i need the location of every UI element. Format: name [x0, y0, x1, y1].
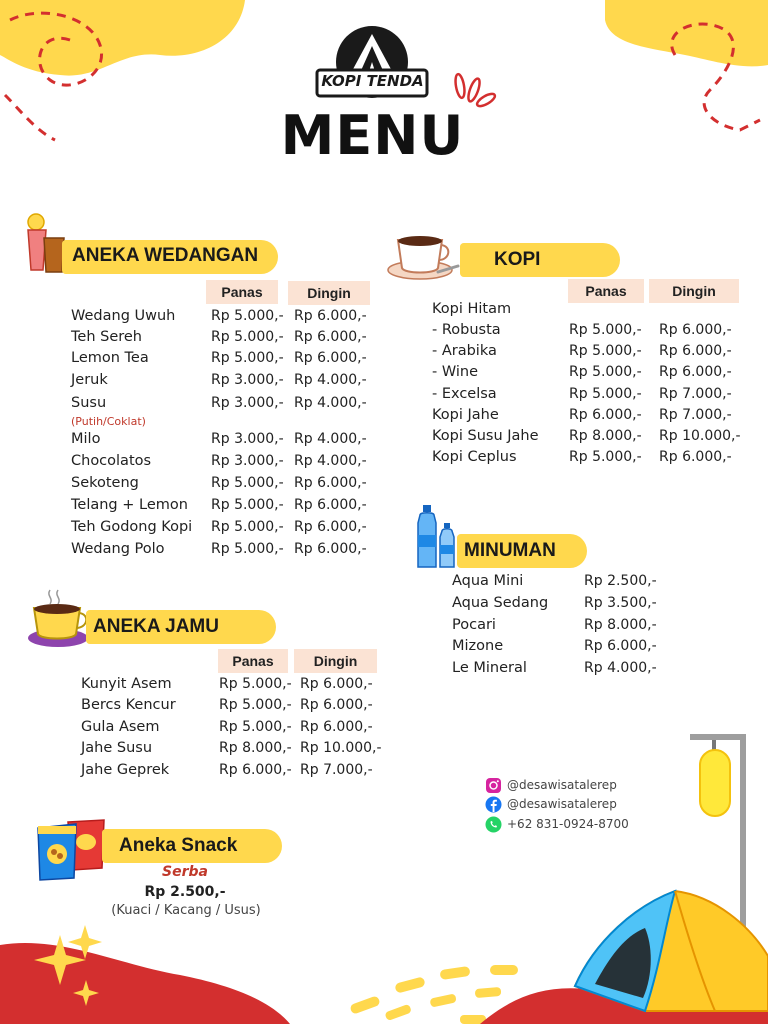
brand-name: KOPI TENDA: [321, 72, 424, 90]
minuman-item-name: Aqua Sedang: [452, 595, 549, 611]
whatsapp-number: +62 831-0924-8700: [507, 817, 629, 831]
wedangan-item-dingin: Rp 6.000,-: [294, 350, 367, 366]
kopi-item-dingin: Rp 6.000,-: [659, 364, 732, 380]
wedangan-item-dingin: Rp 4.000,-: [294, 431, 367, 447]
kopi-item-dingin: Rp 6.000,-: [659, 343, 732, 359]
kopi-title: KOPI: [494, 249, 541, 270]
kopi-item-dingin: Rp 7.000,-: [659, 386, 732, 402]
wedangan-item-dingin: Rp 4.000,-: [294, 453, 367, 469]
jamu-item-dingin: Rp 6.000,-: [300, 697, 373, 713]
jamu-item-dingin: Rp 6.000,-: [300, 719, 373, 735]
wedangan-item-panas: Rp 5.000,-: [211, 519, 284, 535]
wedangan-item-name: Sekoteng: [71, 475, 139, 491]
wedangan-item-dingin: Rp 6.000,-: [294, 519, 367, 535]
jamu-item-dingin: Rp 10.000,-: [300, 740, 382, 756]
wedangan-item-panas: Rp 5.000,-: [211, 497, 284, 513]
jamu-title: ANEKA JAMU: [93, 616, 219, 637]
top-right-blob: [600, 0, 768, 150]
wedangan-item-panas: Rp 5.000,-: [211, 475, 284, 491]
kopi-item-name: - Robusta: [432, 322, 501, 338]
wedangan-item-name: Telang + Lemon: [71, 497, 188, 513]
minuman-item-name: Pocari: [452, 617, 496, 633]
whatsapp-icon: [485, 816, 502, 833]
kopi-item-name: Kopi Susu Jahe: [432, 428, 539, 444]
susu-note: (Putih/Coklat): [71, 415, 146, 428]
kopi-item-name: Kopi Hitam: [432, 301, 512, 317]
wedangan-item-name: Lemon Tea: [71, 350, 149, 366]
wedangan-item-dingin: Rp 6.000,-: [294, 475, 367, 491]
wedangan-item-dingin: Rp 6.000,-: [294, 329, 367, 345]
jamu-item-dingin: Rp 6.000,-: [300, 676, 373, 692]
jamu-item-name: Gula Asem: [81, 719, 160, 735]
instagram-icon: [485, 777, 502, 794]
wedangan-item-name: Teh Sereh: [71, 329, 142, 345]
kopi-item-panas: Rp 8.000,-: [569, 428, 642, 444]
snack-icon: [34, 814, 108, 884]
kopi-item-name: - Excelsa: [432, 386, 497, 402]
logo: [315, 22, 430, 107]
jamu-item-panas: Rp 8.000,-: [219, 740, 292, 756]
minuman-item-name: Aqua Mini: [452, 573, 524, 589]
kopi-item-name: - Wine: [432, 364, 478, 380]
kopi-panas-header: Panas: [568, 279, 644, 303]
minuman-item-price: Rp 8.000,-: [584, 617, 657, 633]
minuman-item-name: Le Mineral: [452, 660, 527, 676]
wedangan-item-panas: Rp 5.000,-: [211, 329, 284, 345]
snack-note: (Kuaci / Kacang / Usus): [111, 903, 261, 918]
jamu-item-name: Jahe Geprek: [81, 762, 170, 778]
jamu-item-name: Jahe Susu: [81, 740, 153, 756]
minuman-title: MINUMAN: [464, 540, 556, 561]
jamu-item-name: Bercs Kencur: [81, 697, 176, 713]
water-bottle-icon: [414, 503, 462, 569]
kopi-item-name: Kopi Ceplus: [432, 449, 517, 465]
kopi-item-dingin: Rp 10.000,-: [659, 428, 741, 444]
jamu-item-name: Kunyit Asem: [81, 676, 172, 692]
minuman-item-price: Rp 3.500,-: [584, 595, 657, 611]
kopi-item-panas: Rp 5.000,-: [569, 364, 642, 380]
jamu-item-dingin: Rp 7.000,-: [300, 762, 373, 778]
coffee-cup-icon: [386, 230, 460, 285]
minuman-item-price: Rp 4.000,-: [584, 660, 657, 676]
facebook-handle: @desawisatalerep: [507, 797, 617, 811]
kopi-item-panas: Rp 5.000,-: [569, 343, 642, 359]
snack-title: Aneka Snack: [119, 835, 238, 856]
jamu-item-panas: Rp 5.000,-: [219, 719, 292, 735]
page-title: MENU: [280, 104, 465, 167]
wedangan-item-panas: Rp 3.000,-: [211, 395, 284, 411]
wedangan-item-dingin: Rp 4.000,-: [294, 395, 367, 411]
jamu-item-panas: Rp 5.000,-: [219, 676, 292, 692]
wedangan-item-dingin: Rp 6.000,-: [294, 541, 367, 557]
wedangan-item-panas: Rp 5.000,-: [211, 350, 284, 366]
wedangan-item-name: Wedang Uwuh: [71, 308, 176, 324]
top-left-blob: [0, 0, 250, 160]
wedangan-item-name: Jeruk: [71, 372, 108, 388]
wedangan-item-dingin: Rp 4.000,-: [294, 372, 367, 388]
instagram-handle: @desawisatalerep: [507, 778, 617, 792]
kopi-item-dingin: Rp 6.000,-: [659, 449, 732, 465]
wedangan-item-name: Susu: [71, 395, 107, 411]
minuman-item-price: Rp 2.500,-: [584, 573, 657, 589]
wedangan-item-panas: Rp 5.000,-: [211, 308, 284, 324]
wedangan-dingin-header: Dingin: [288, 281, 370, 305]
kopi-dingin-header: Dingin: [649, 279, 739, 303]
snack-serba: Serba: [162, 864, 208, 880]
wedangan-title: ANEKA WEDANGAN: [72, 245, 259, 266]
kopi-item-panas: Rp 5.000,-: [569, 449, 642, 465]
minuman-item-name: Mizone: [452, 638, 504, 654]
minuman-item-price: Rp 6.000,-: [584, 638, 657, 654]
kopi-item-dingin: Rp 7.000,-: [659, 407, 732, 423]
wedangan-item-name: Wedang Polo: [71, 541, 165, 557]
wedangan-item-panas: Rp 5.000,-: [211, 541, 284, 557]
kopi-item-panas: Rp 5.000,-: [569, 322, 642, 338]
wedangan-item-panas: Rp 3.000,-: [211, 453, 284, 469]
wedangan-panas-header: Panas: [206, 280, 278, 304]
wedangan-item-name: Chocolatos: [71, 453, 152, 469]
tent: [565, 886, 768, 1016]
jamu-item-panas: Rp 6.000,-: [219, 762, 292, 778]
snack-price: Rp 2.500,-: [144, 884, 226, 900]
wedangan-item-dingin: Rp 6.000,-: [294, 497, 367, 513]
kopi-item-name: Kopi Jahe: [432, 407, 499, 423]
jamu-item-panas: Rp 5.000,-: [219, 697, 292, 713]
wedangan-item-dingin: Rp 6.000,-: [294, 308, 367, 324]
wedangan-item-name: Teh Godong Kopi: [71, 519, 193, 535]
wedangan-item-name: Milo: [71, 431, 101, 447]
kopi-item-name: - Arabika: [432, 343, 497, 359]
wedangan-item-panas: Rp 3.000,-: [211, 372, 284, 388]
wedangan-item-panas: Rp 3.000,-: [211, 431, 284, 447]
kopi-item-panas: Rp 5.000,-: [569, 386, 642, 402]
jamu-dingin-header: Dingin: [294, 649, 377, 673]
jamu-cup-icon: [26, 588, 92, 650]
kopi-item-panas: Rp 6.000,-: [569, 407, 642, 423]
kopi-item-dingin: Rp 6.000,-: [659, 322, 732, 338]
jamu-panas-header: Panas: [218, 649, 288, 673]
facebook-icon: [485, 796, 502, 813]
